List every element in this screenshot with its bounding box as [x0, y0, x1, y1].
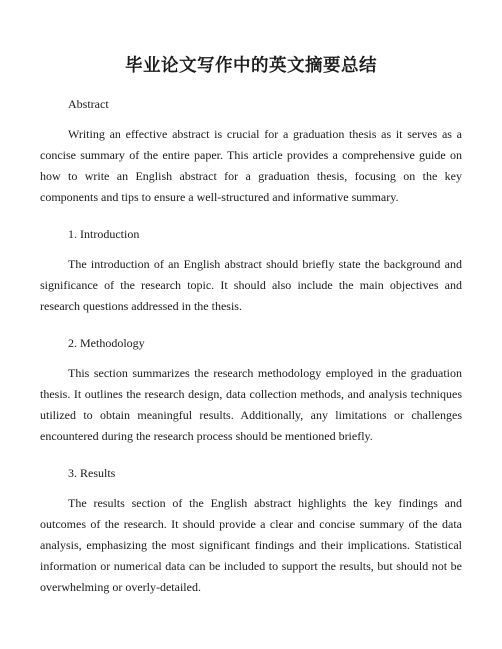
section-body-introduction: The introduction of an English abstract should briefly state the background and significance of the research topic. It should also include the main objectives and research questions addressed in the thesis. — [40, 257, 462, 313]
section-heading-results: 3. Results — [68, 466, 116, 480]
abstract-paragraph: Writing an effective abstract is crucial for a graduation thesis as it serves as a concise summary of the entire paper. This article provides a comprehensive guide on how to write an English abstract for a graduation thesis, focusing on the key components and tips to ensure a well-structured and informative summary. — [40, 127, 462, 204]
document-title: 毕业论文写作中的英文摘要总结 — [125, 56, 377, 76]
section-heading-methodology: 2. Methodology — [68, 336, 145, 350]
section-heading-introduction: 1. Introduction — [68, 227, 140, 241]
section-body-methodology: This section summarizes the research methodology employed in the graduation thesis. It outlines the research design, data collection methods, and analysis techniques utilized to obtain meaningful results. Additionally, any limitations or challenges encountered during the research process should be mentioned briefly. — [40, 366, 462, 443]
section-body-results: The results section of the English abstract highlights the key findings and outcomes of the research. It should provide a clear and concise summary of the data analysis, emphasizing the most significant findings and their implications. Statistical information or numerical data can be included to support the results, but should not be overwhelming or overly-detailed. — [40, 496, 462, 594]
abstract-label: Abstract — [68, 97, 109, 111]
